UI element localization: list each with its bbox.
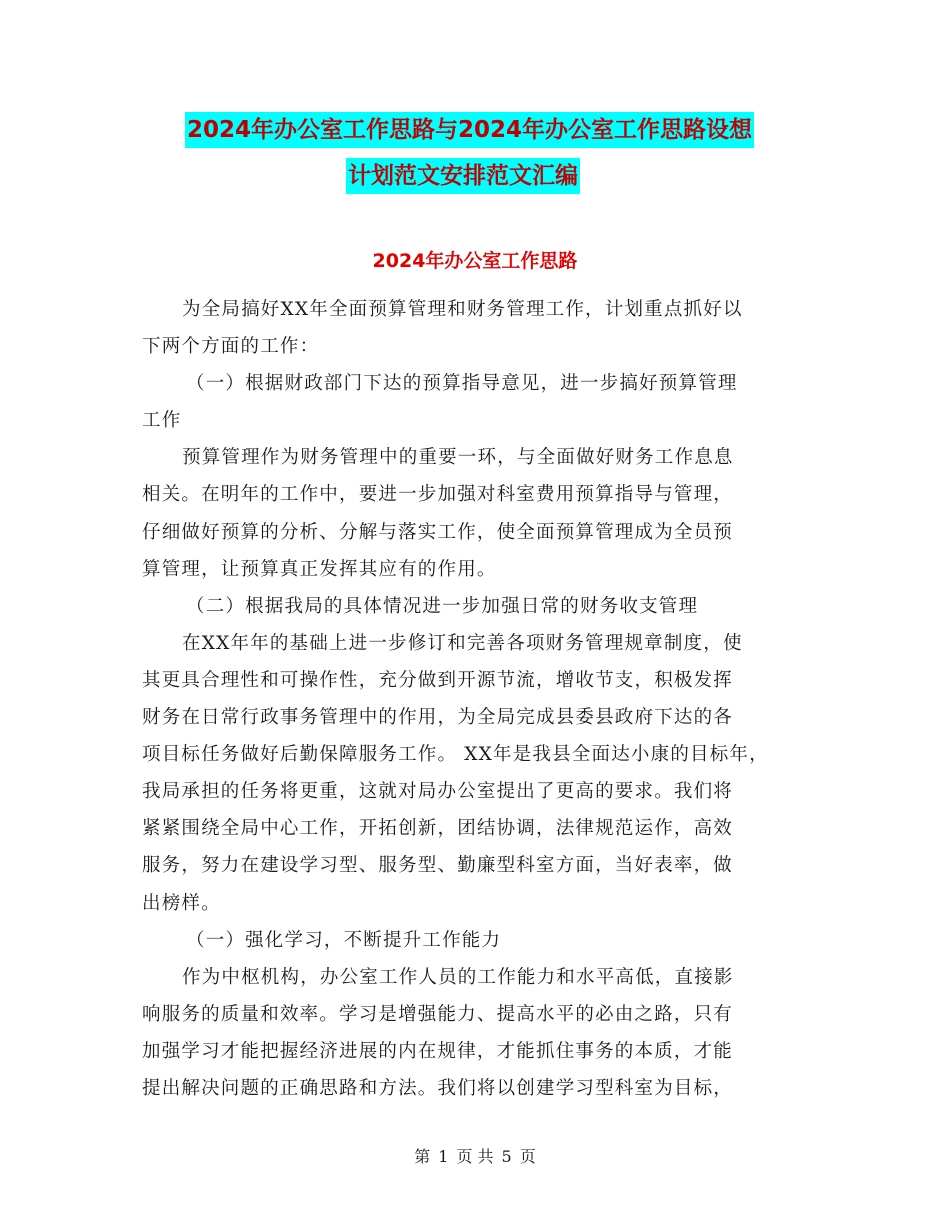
- title-line-2: 计划范文安排范文汇编: [346, 158, 580, 194]
- text-line: 项目标任务做好后勤保障服务工作。 XX年是我县全面达小康的目标年，: [142, 744, 769, 766]
- text-line: 服务，努力在建设学习型、服务型、勤廉型科室方面，当好表率，做: [142, 855, 734, 877]
- text-line: 在XX年年的基础上进一步修订和完善各项财务管理规章制度，使: [182, 632, 743, 654]
- page-footer: [0, 1145, 950, 1169]
- text-line: 响服务的质量和效率。学习是增强能力、提高水平的必由之路，只有: [142, 1003, 734, 1025]
- footer-current-page: 1: [438, 1147, 449, 1166]
- text-line: 下两个方面的工作：: [142, 336, 320, 358]
- body-text: [142, 291, 824, 1107]
- footer-total-pages: 5: [501, 1147, 512, 1166]
- text-line: 预算管理作为财务管理中的重要一环，与全面做好财务工作息息: [182, 447, 734, 469]
- text-line: （一）强化学习，不断提升工作能力: [186, 929, 502, 951]
- title-line-1: 2024年办公室工作思路与2024年办公室工作思路设想: [185, 112, 754, 148]
- footer-middle: 页 共: [456, 1147, 494, 1166]
- text-line: 作为中枢机构，办公室工作人员的工作能力和水平高低，直接影: [182, 966, 734, 988]
- text-line: 仔细做好预算的分析、分解与落实工作，使全面预算管理成为全员预: [142, 521, 734, 543]
- text-line: 紧紧围绕全局中心工作，开拓创新，团结协调，法律规范运作，高效: [142, 818, 734, 840]
- text-line: 算管理，让预算真正发挥其应有的作用。: [142, 558, 497, 580]
- section-heading: 2024年办公室工作思路: [372, 250, 578, 272]
- text-line: 相关。在明年的工作中，要进一步加强对科室费用预算指导与管理，: [142, 484, 734, 506]
- text-line: （二）根据我局的具体情况进一步加强日常的财务收支管理: [186, 595, 699, 617]
- text-line: 我局承担的任务将更重，这就对局办公室提出了更高的要求。我们将: [142, 781, 734, 803]
- text-line: 出榜样。: [142, 892, 221, 914]
- text-line: 为全局搞好XX年全面预算管理和财务管理工作，计划重点抓好以: [182, 299, 743, 320]
- text-line: 财务在日常行政事务管理中的作用，为全局完成县委县政府下达的各: [142, 707, 734, 729]
- footer-prefix: 第: [414, 1147, 431, 1166]
- footer-suffix: 页: [519, 1147, 536, 1166]
- text-line: 提出解决问题的正确思路和方法。我们将以创建学习型科室为目标，: [142, 1077, 734, 1099]
- text-line: 其更具合理性和可操作性，充分做到开源节流，增收节支，积极发挥: [142, 669, 734, 691]
- text-line: 工作: [142, 410, 182, 432]
- text-line: 加强学习才能把握经济进展的内在规律，才能抓住事务的本质，才能: [142, 1040, 734, 1062]
- text-line: （一）根据财政部门下达的预算指导意见，进一步搞好预算管理: [186, 373, 738, 395]
